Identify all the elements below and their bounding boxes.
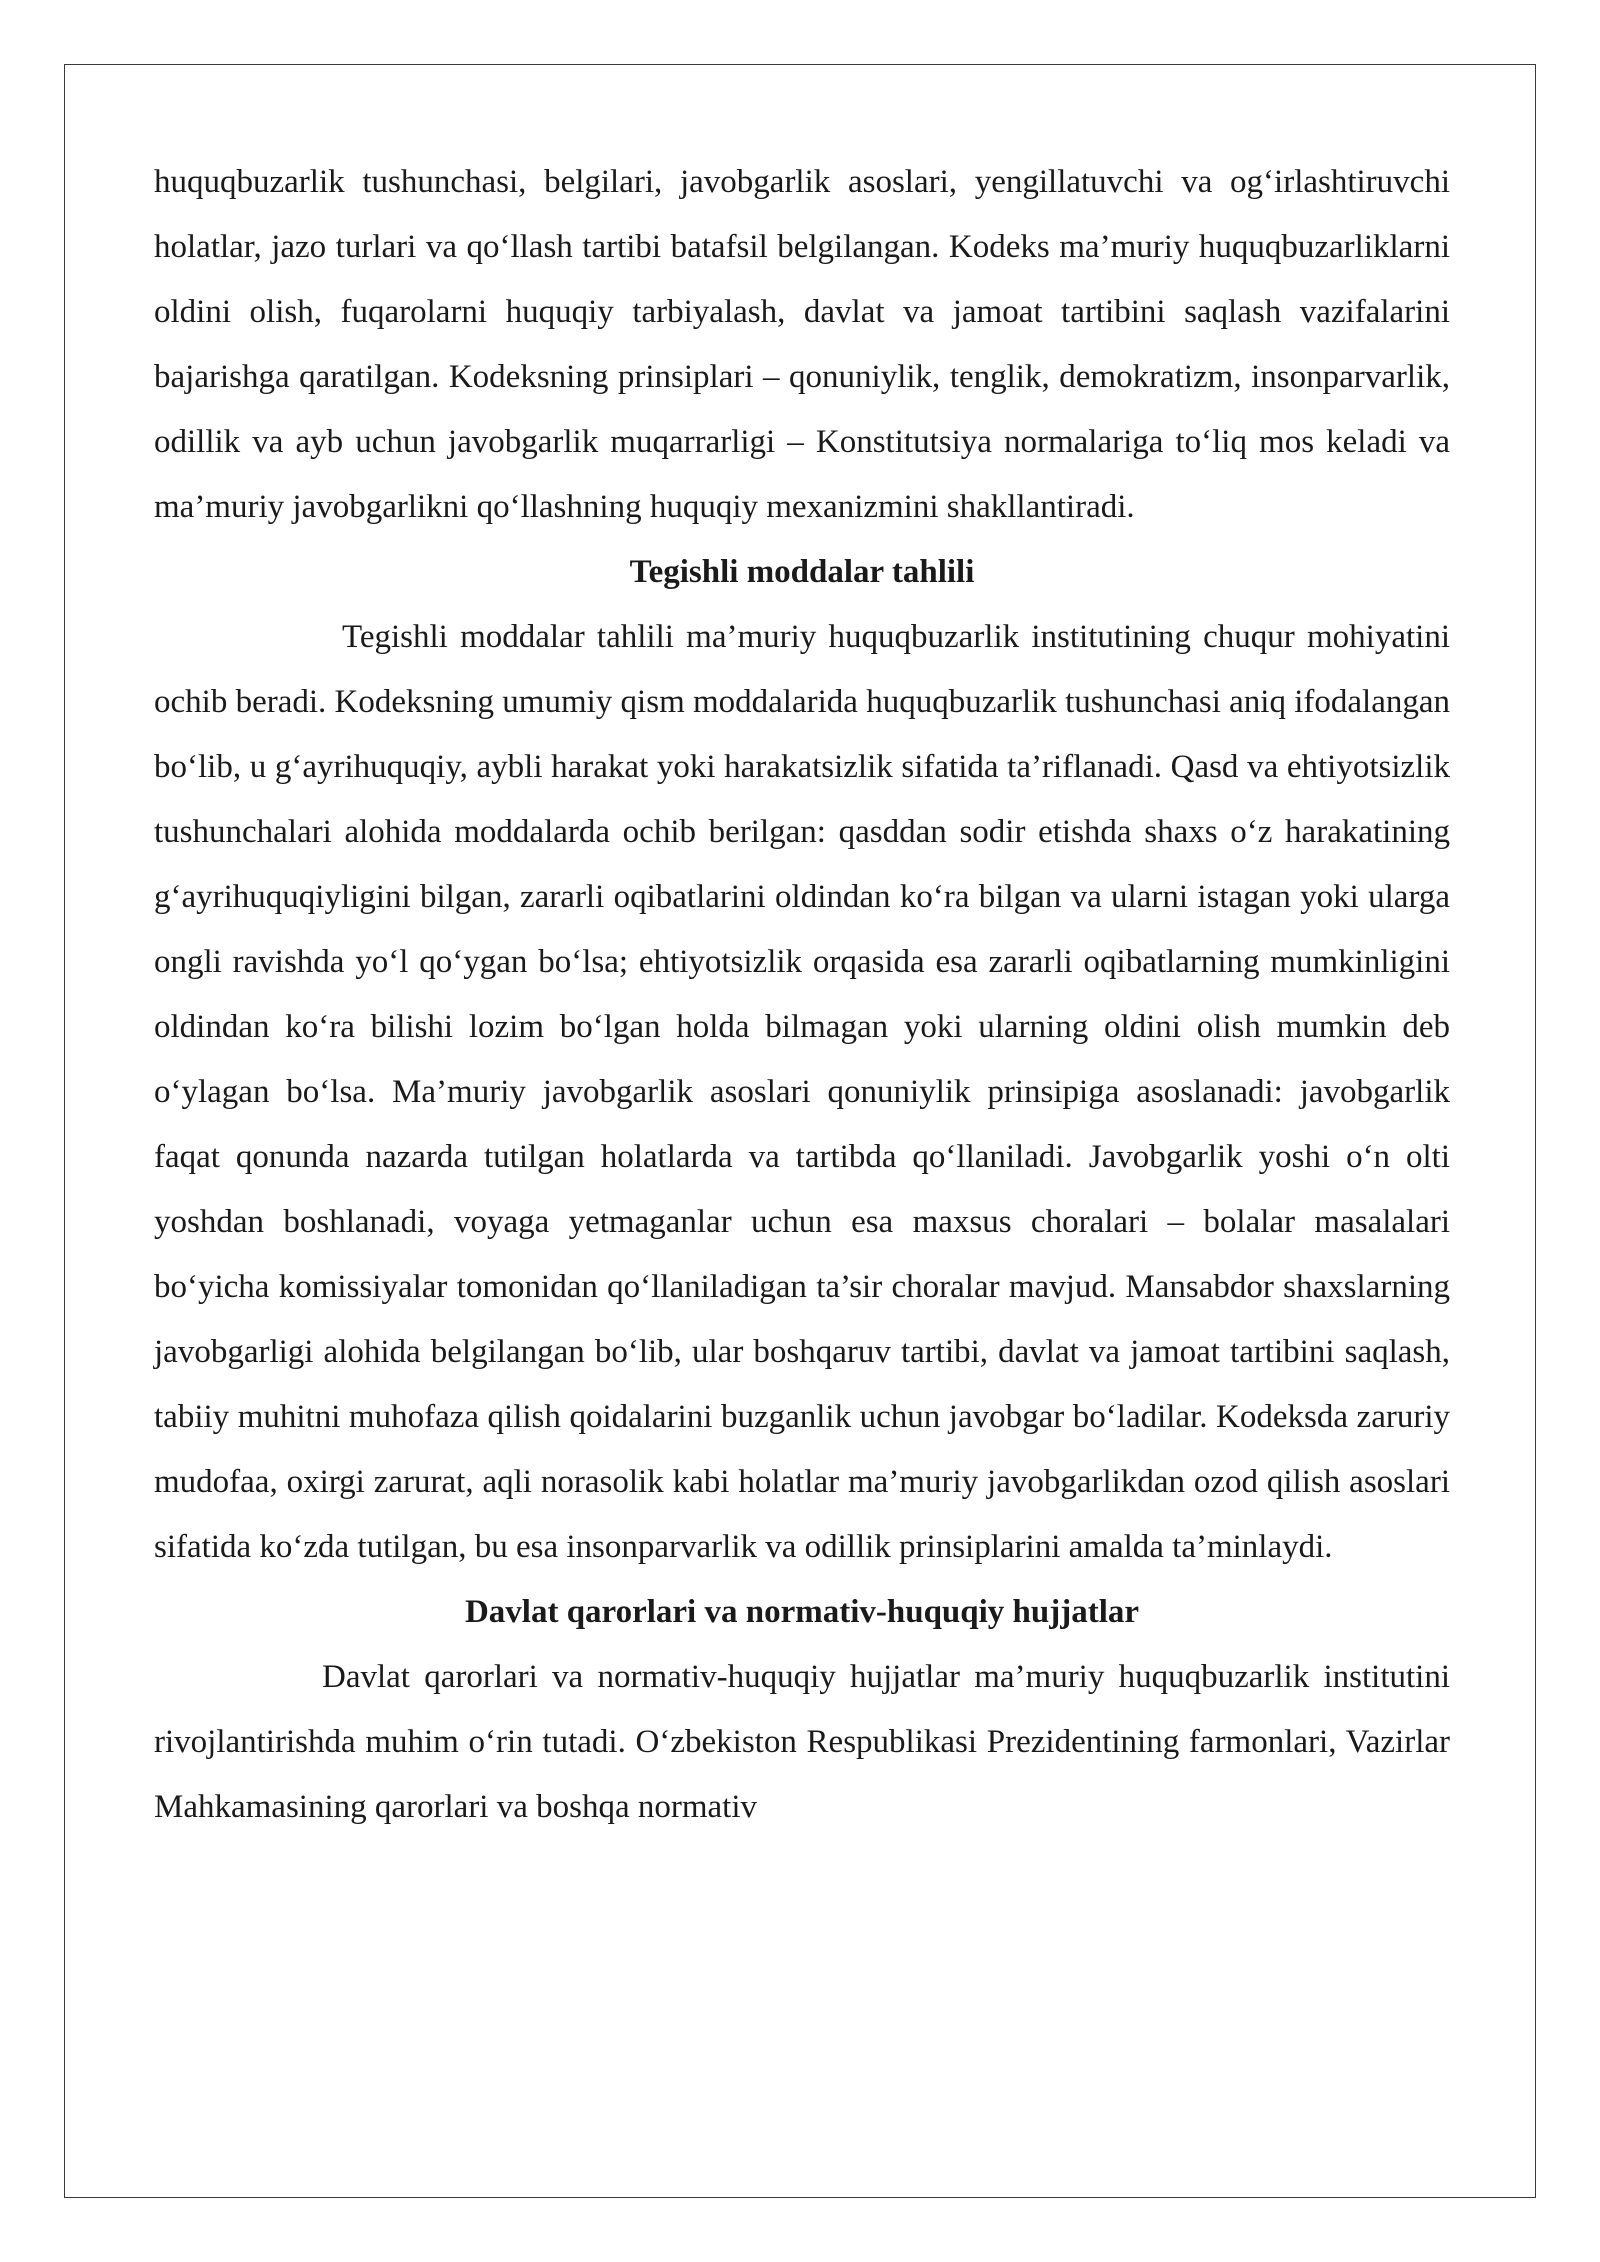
paragraph-article-analysis: Tegishli moddalar tahlili ma’muriy huquqbuzarlik institutining chuqur mohiyatini ochib beradi. Kodeksning umumiy qism moddalarida huquqbuzarlik tushunchasi aniq ifodalangan bo‘lib, u g‘ayrihuquqiy, aybli harakat yoki harakatsizlik sifatida ta’riflanadi. Qasd va ehtiyotsizlik tushunchalari alohida moddalarda ochib berilgan: qasddan sodir etishda shaxs o‘z harakatining g‘ayrihuquqiyligini bilgan, zararli oqibatlarini oldindan ko‘ra bilgan va ularni istagan yoki ularga ongli ravishda yo‘l qo‘ygan bo‘lsa; ehtiyotsizlik orqasida esa zararli oqibatlarning mumkinligini oldindan ko‘ra bilishi lozim bo‘lgan holda bilmagan yoki ularning oldini olish mumkin deb o‘ylagan bo‘lsa. Ma’muriy javobgarlik asoslari qonuniylik prinsipiga asoslanadi: javobgarlik faqat qonunda nazarda tutilgan holatlarda va tartibda qo‘llaniladi. Javobgarlik yoshi o‘n olti yoshdan boshlanadi, voyaga yetmaganlar uchun esa maxsus choralari – bolalar masalalari bo‘yicha komissiyalar tomonidan qo‘llaniladigan ta’sir choralar mavjud. Mansabdor shaxslarning javobgarligi alohida belgilangan bo‘lib, ular boshqaruv tartibi, davlat va jamoat tartibini saqlash, tabiiy muhitni muhofaza qilish qoidalarini buzganlik uchun javobgar bo‘ladilar. Kodeksda zaruriy mudofaa, oxirgi zarurat, aqli norasolik kabi holatlar ma’muriy javobgarlikdan ozod qilish asoslari sifatida ko‘zda tutilgan, bu esa insonparvarlik va odillik prinsiplarini amalda ta’minlaydi. — [154, 619, 1450, 1565]
paragraph-intro-continuation: huquqbuzarlik tushunchasi, belgilari, javobgarlik asoslari, yengillatuvchi va og‘irlashtiruvchi holatlar, jazo turlari va qo‘llash tartibi batafsil belgilangan. Kodeks ma’muriy huquqbuzarliklarni oldini olish, fuqarolarni huquqiy tarbiyalash, davlat va jamoat tartibini saqlash vazifalarini bajarishga qaratilgan. Kodeksning prinsiplari – qonuniylik, tenglik, demokratizm, insonparvarlik, odillik va ayb uchun javobgarlik muqarrarligi – Konstitutsiya normalariga to‘liq mos keladi va ma’muriy javobgarlikni qo‘llashning huquqiy mexanizmini shakllantiradi. — [154, 164, 1450, 525]
document-body — [154, 150, 1450, 1840]
section-heading-state-decisions: Davlat qarorlari va normativ-huquqiy hujjatlar — [464, 1594, 1140, 1630]
section-heading-article-analysis: Tegishli moddalar tahlili — [629, 554, 975, 590]
paragraph-state-decisions: Davlat qarorlari va normativ-huquqiy hujjatlar ma’muriy huquqbuzarlik institutini rivojlantirishda muhim o‘rin tutadi. O‘zbekiston Respublikasi Prezidentining farmonlari, Vazirlar Mahkamasining qarorlari va boshqa normativ — [154, 1659, 1450, 1825]
